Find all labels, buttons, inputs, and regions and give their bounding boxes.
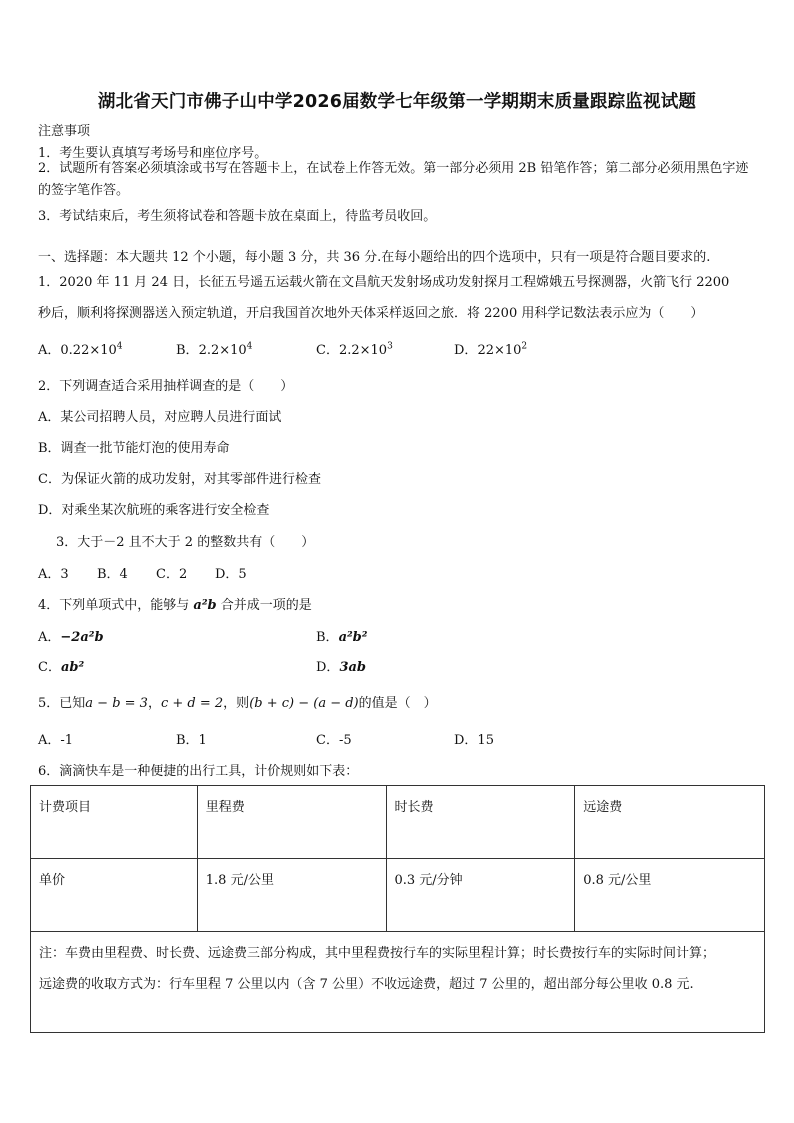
exam-title: 湖北省天门市佛子山中学2026届数学七年级第一学期期末质量跟踪监视试题 (97, 92, 697, 112)
table-note-line1: 注：车费由里程费、时长费、远途费三部分构成，其中里程费按行车的实际里程计算；时长费按行车的实际时间计算； (39, 946, 716, 961)
notice-item-1: 1．考生要认真填写考场号和座位序号。 (38, 146, 268, 161)
q4-stem: 4．下列单项式中，能够与 a²b 合并成一项的是 (38, 598, 312, 613)
q1-option-b: B．$2.2\times 10^4$ (176, 341, 253, 358)
q1-stem-line2: 秒后，顺利将探测器送入预定轨道，开启我国首次地外天体采样返回之旅．将 2200 用科学记数法表示应为（ ） (38, 306, 704, 321)
q2-option-c: C．为保证火箭的成功发射，对其零部件进行检查 (38, 472, 321, 487)
q2-option-a: A．某公司招聘人员，对应聘人员进行面试 (38, 410, 282, 425)
q3-stem: 3．大于－2 且不大于 2 的整数共有（ ） (56, 535, 315, 550)
notice-item-3: 3．考试结束后，考生须将试卷和答题卡放在桌面上，待监考员收回。 (38, 209, 437, 224)
table-note-cell (31, 932, 765, 1033)
q3-option-a: A．3 (38, 567, 69, 582)
notice-heading: 注意事项 (38, 124, 91, 139)
q1-stem-line1: 1．2020 年 11 月 24 日，长征五号遥五运载火箭在文昌航天发射场成功发射探月工程嫦娥五号探测器，火箭飞行 2200 (38, 275, 730, 290)
q5-option-a: A．-1 (38, 733, 74, 748)
q4-option-b: B．a²b² (316, 630, 368, 645)
table-header-cell: 里程费 (197, 786, 386, 859)
table-row (31, 859, 765, 932)
q2-option-b: B．调查一批节能灯泡的使用寿命 (38, 441, 230, 456)
table-header-cell: 时长费 (386, 786, 575, 859)
q2-stem: 2．下列调查适合采用抽样调查的是（ ） (38, 379, 294, 394)
q1-option-c: C．$2.2\times 10^3$ (316, 341, 393, 358)
q5-stem: 5．已知a − b = 3，c + d = 2，则(b + c) − (a − d)的值是（ ） (38, 696, 437, 711)
q3-option-d: D．5 (215, 567, 247, 582)
table-cell: 0.3 元/分钟 (386, 859, 575, 932)
q2-option-d: D．对乘坐某次航班的乘客进行安全检查 (38, 503, 270, 518)
q3-option-c: C．2 (156, 567, 188, 582)
table-header-row (31, 786, 765, 859)
table-note-row (31, 932, 765, 1033)
q4-option-a: A．−2a²b (38, 630, 104, 645)
section-1-heading: 一、选择题：本大题共 12 个小题，每小题 3 分，共 36 分.在每小题给出的四个选项中，只有一项是符合题目要求的. (38, 250, 711, 265)
q3-option-b: B．4 (97, 567, 128, 582)
table-cell: 单价 (31, 859, 198, 932)
notice-item-2: 2．试题所有答案必须填涂或书写在答题卡上，在试卷上作答无效。第一部分必须用 2B 铅笔作答；第二部分必须用黑色字迹的签字笔作答。 (38, 161, 749, 198)
table-cell: 0.8 元/公里 (575, 859, 765, 932)
table-note-line2: 远途费的收取方式为：行车里程 7 公里以内（含 7 公里）不收远途费，超过 7 公里的，超出部分每公里收 0.8 元. (39, 977, 694, 992)
table-header-cell: 计费项目 (31, 786, 198, 859)
q5-option-d: D．15 (454, 733, 494, 748)
q5-option-b: B．1 (176, 733, 207, 748)
q1-option-a: A．$0.22\times 10^4$ (38, 341, 123, 358)
q6-stem: 6．滴滴快车是一种便捷的出行工具，计价规则如下表： (38, 764, 359, 779)
q1-option-d: D．$22\times 10^2$ (454, 341, 528, 358)
table-cell: 1.8 元/公里 (197, 859, 386, 932)
q5-option-c: C．-5 (316, 733, 352, 748)
q4-option-d: D．3ab (316, 660, 366, 675)
fare-table (30, 785, 765, 1033)
q4-option-c: C．ab² (38, 660, 85, 675)
table-header-cell: 远途费 (575, 786, 765, 859)
